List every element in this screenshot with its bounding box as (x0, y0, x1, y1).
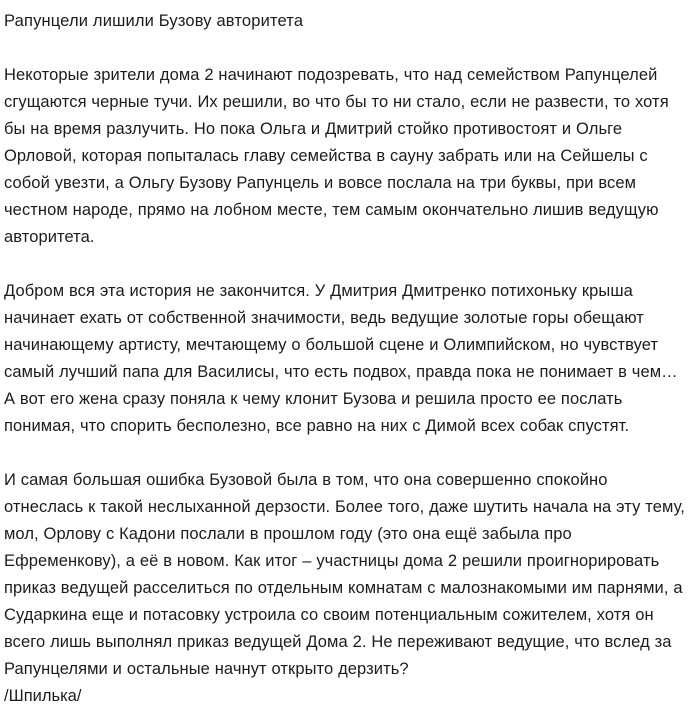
article-signature: /Шпилька/ (4, 687, 82, 705)
title-body-spacer (4, 35, 689, 62)
article-paragraph: Некоторые зрители дома 2 начинают подозревать, что над семейством Рапунцелей сгущаются черные тучи. Их решили, во что бы то ни стало, если не развести, то хотя бы на время разлучить. Но пока Ольга и Дмитрий стойко противостоят и Ольге Орловой, которая попыталась главу семейства в сауну забрать или на Сейшелы с собой увезти, а Ольгу Бузову Рапунцель и вовсе послала на три буквы, при всем честном народе, прямо на лобном месте, тем самым окончательно лишив ведущую авторитета. (4, 66, 669, 246)
paragraph-spacer (4, 251, 689, 278)
article-paragraph: И самая большая ошибка Бузовой была в том, что она совершенно спокойно отнеслась к такой неслыханной дерзости. Более того, даже шутить начала на эту тему, мол, Орлову с Кадони послали в прошлом году (это она ещё забыла про Ефременкову), а её в новом. Как итог – участницы дома 2 решили проигнорировать приказ ведущей расселиться по отдельным комнатам с малознакомыми им парнями, а Сударкина еще и потасовку устроила со своим потенциальным сожителем, хотя он всего лишь выполнял приказ ведущей Дома 2. Не переживают ведущие, что вслед за Рапунцелями и остальные начнут открыто дерзить? (4, 471, 685, 678)
article-paragraph: Добром вся эта история не закончится. У Дмитрия Дмитренко потихоньку крыша начинает ехать от собственной значимости, ведь ведущие золотые горы обещают начинающему артисту, мечтающему о большой сцене и Олимпийском, но чувствует самый лучший папа для Василисы, что есть подвох, правда пока не понимает в чем… А вот его жена сразу поняла к чему клонит Бузова и решила просто ее послать понимая, что спорить бесполезно, все равно на них с Димой всех собак спустят. (4, 282, 678, 435)
article-body (4, 62, 689, 710)
paragraph-spacer (4, 440, 689, 467)
page-title: Рапунцели лишили Бузову авторитета (4, 12, 304, 30)
